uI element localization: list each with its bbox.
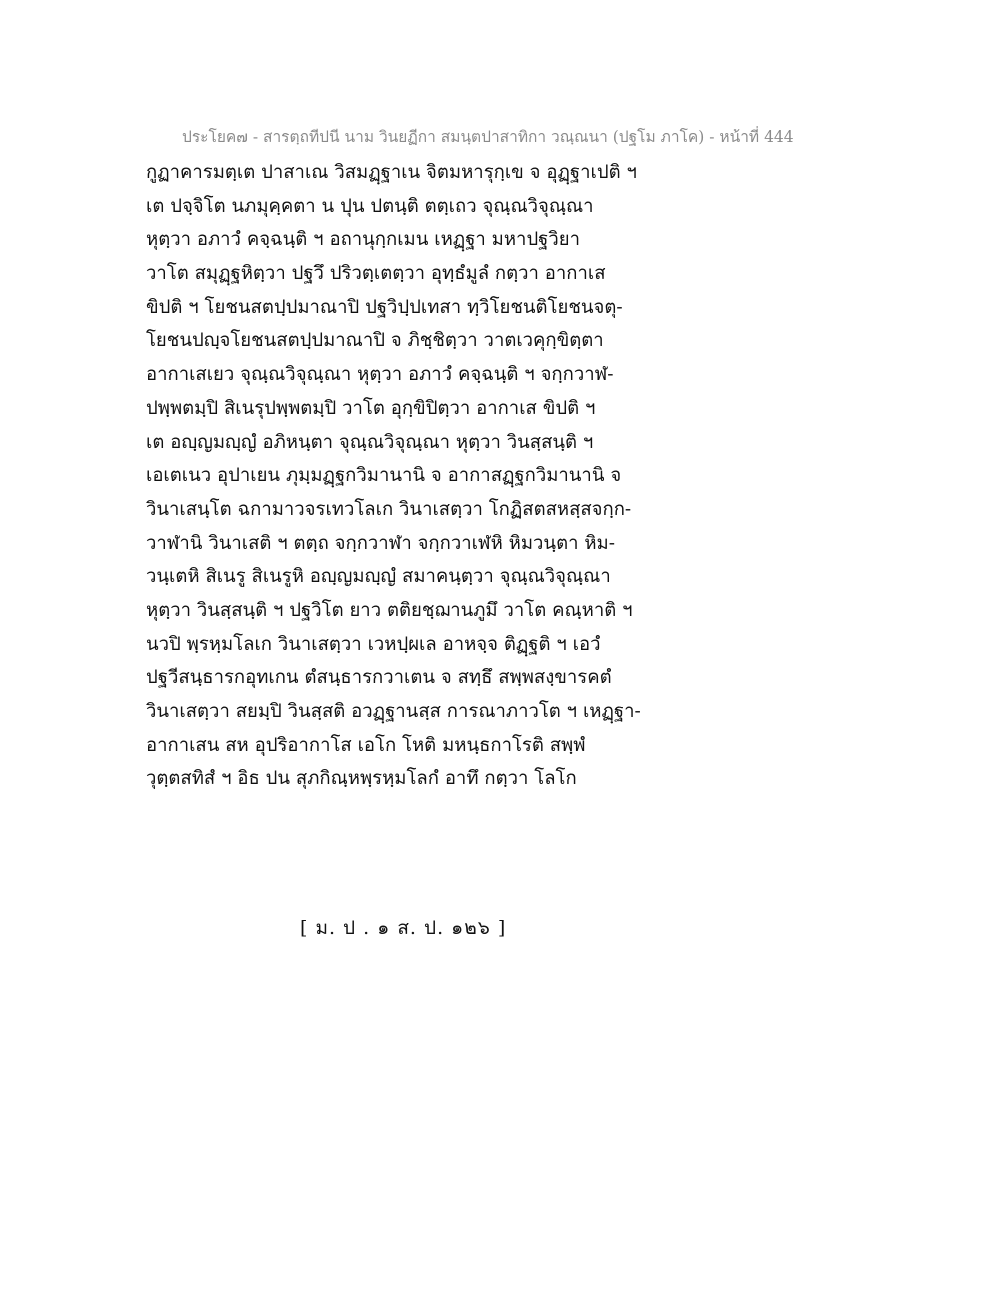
text-line: วินาเสตฺวา สยมฺปิ วินสฺสติ อวฏฺฐานสฺส การณาภาวโต ฯ เหฏฺฐา- xyxy=(146,701,641,722)
text-line: นวปิ พฺรหฺมโลเก วินาเสตฺวา เวหปฺผเล อาหจฺจ ติฏฺฐติ ฯ เอวํ xyxy=(146,633,601,655)
text-line: เอเตเนว อุปาเยน ภุมฺมฏฺฐกวิมานานิ จ อากาสฏฺฐกวิมานานิ จ xyxy=(146,465,622,487)
text-line: เต อญฺญมญฺญํ อภิหนฺตา จุณฺณวิจุณฺณา หุตฺวา วินสฺสนฺติ ฯ xyxy=(146,431,594,453)
text-line: ปพฺพตมฺปิ สิเนรุปพฺพตมฺปิ วาโต อุกฺขิปิตฺวา อากาเส ขิปติ ฯ xyxy=(146,397,596,419)
text-line: หุตฺวา อภาวํ คจฺฉนฺติ ฯ อถานุกฺกเมน เหฏฺฐา มหาปฐวิยา xyxy=(146,229,581,251)
page-reference: [ ม. ป . ๑ ส. ป. ๑๒๖ ] xyxy=(300,917,507,939)
text-line: วุตฺตสทิสํ ฯ อิธ ปน สุภกิณฺหพฺรหฺมโลกํ อาทึ กตฺวา โลโก xyxy=(146,768,577,790)
text-line: เต ปจฺจิโต นภมุคฺคตา น ปุน ปตนฺติ ตตฺเถว จุณฺณวิจุณฺณา xyxy=(146,195,594,217)
running-header: ประโยค๗ - สารตฺถทีปนี นาม วินยฏีกา สมนฺตปาสาทิกา วณฺณนา (ปฐโม ภาโค) - หน้าที่ 444 xyxy=(182,128,794,146)
text-line: ปฐวีสนฺธารกอุทเกน ตํสนฺธารกวาเตน จ สทฺธึ สพฺพสงฺขารคตํ xyxy=(146,667,612,689)
text-line: วินาเสนฺโต ฉกามาวจรเทวโลเก วินาเสตฺวา โกฏิสตสหสฺสจกฺก- xyxy=(146,498,632,520)
text-line: วาโต สมุฏฺฐหิตฺวา ปฐวึ ปริวตฺเตตฺวา อุทฺธํมูลํ กตฺวา อากาเส xyxy=(146,263,606,285)
text-line: โยชนปญฺจโยชนสตปฺปมาณาปิ จ ภิชฺชิตฺวา วาตเวคุกฺขิตฺตา xyxy=(146,330,604,352)
text-line: วาฬานิ วินาเสติ ฯ ตตฺถ จกฺกวาฬา จกฺกวาเฬหิ หิมวนฺตา หิม- xyxy=(146,532,615,554)
text-line: อากาเสน สห อุปริอากาโส เอโก โหติ มหนฺธกาโรติ สพฺพํ xyxy=(146,734,586,756)
text-line: ขิปติ ฯ โยชนสตปฺปมาณาปิ ปฐวิปฺปเทสา ทฺวิโยชนติโยชนจตุ- xyxy=(146,296,623,318)
text-line: อากาเสเยว จุณฺณวิจุณฺณา หุตฺวา อภาวํ คจฺฉนฺติ ฯ จกฺกวาฬ- xyxy=(146,364,614,386)
text-line: หุตฺวา วินสฺสนฺติ ฯ ปฐวิโต ยาว ตติยชฺฌานภูมึ วาโต คณฺหาติ ฯ xyxy=(146,599,633,621)
text-line: กูฏาคารมตฺเต ปาสาเณ วิสมฏฺฐาเน จิตมหารุกฺเข จ อุฏฺฐาเปติ ฯ xyxy=(146,162,637,183)
body-text xyxy=(146,156,706,796)
text-line: วนฺเตหิ สิเนรู สิเนรูหิ อญฺญมญฺญํ สมาคนฺตฺวา จุณฺณวิจุณฺณา xyxy=(146,566,611,588)
